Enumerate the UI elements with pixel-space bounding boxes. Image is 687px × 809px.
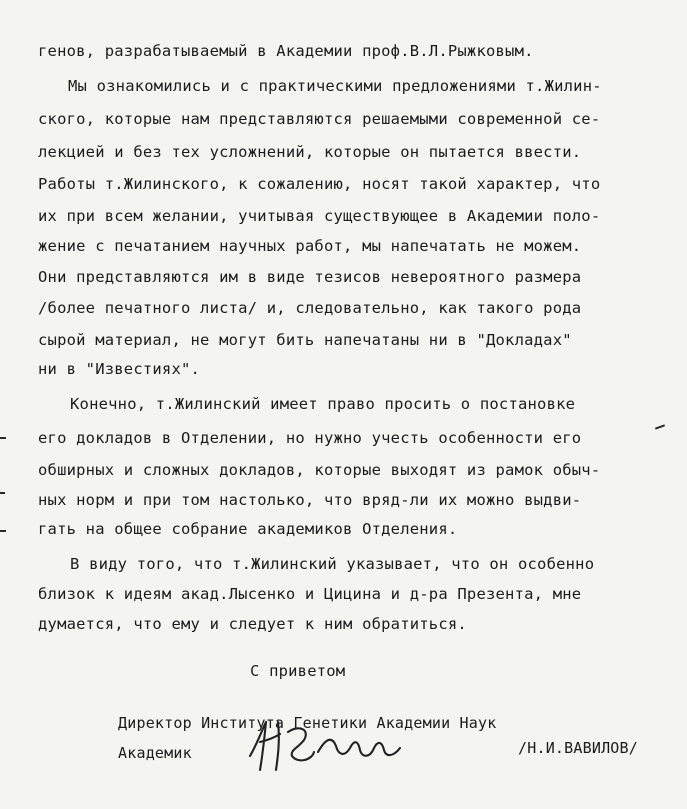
text-line-19: думается, что ему и следует к ним обратиться. — [38, 615, 467, 633]
text-line-3: ского, которые нам представляются решаемыми современной се- — [38, 110, 601, 128]
text-line-2: Мы ознакомились и с практическими предложениями т.Жилин- — [68, 77, 602, 95]
closing-text: С приветом — [250, 662, 346, 680]
text-line-1: генов, разрабатываемый в Академии проф.В.Л.Рыжковым. — [38, 42, 534, 60]
text-line-18: близок к идеям акад.Лысенко и Цицина и д-ра Презента, мне — [38, 585, 582, 603]
rank-label: Академик — [118, 744, 192, 762]
signature-name: /Н.И.ВАВИЛОВ/ — [518, 739, 638, 757]
text-line-4: лекцией и без тех усложнений, которые он пытается ввести. — [38, 143, 582, 161]
text-line-9: /более печатного листа/ и, следовательно, как такого рода — [38, 299, 582, 317]
text-line-14: обширных и сложных докладов, которые выходят из рамок обыч- — [38, 461, 601, 479]
text-line-16: гать на общее собрание академиков Отделения. — [38, 520, 458, 538]
edge-mark — [655, 424, 665, 429]
text-line-11: ни в "Известиях". — [38, 360, 201, 378]
text-line-12: Конечно, т.Жилинский имеет право просить о постановке — [70, 395, 576, 413]
signature-title: Директор Института Генетики Академии Наук — [118, 714, 497, 732]
edge-mark — [0, 530, 6, 532]
edge-mark — [0, 437, 6, 439]
text-line-8: Они представляются им в виде тезисов невероятного размера — [38, 268, 582, 286]
handwritten-signature — [240, 712, 420, 782]
text-line-17: В виду того, что т.Жилинский указывает, что он особенно — [70, 555, 595, 573]
text-line-15: ных норм и при том настолько, что вряд-ли их можно выдви- — [38, 491, 582, 509]
edge-mark — [0, 492, 5, 494]
text-line-13: его докладов в Отделении, но нужно учесть особенности его — [38, 429, 582, 447]
text-line-6: их при всем желании, учитывая существующее в Академии поло- — [38, 207, 601, 225]
text-line-7: жение с печатанием научных работ, мы напечатать не можем. — [38, 237, 582, 255]
text-line-10: сырой материал, не могут бить напечатаны ни в "Докладах" — [38, 331, 572, 349]
text-line-5: Работы т.Жилинского, к сожалению, носят такой характер, что — [38, 175, 601, 193]
